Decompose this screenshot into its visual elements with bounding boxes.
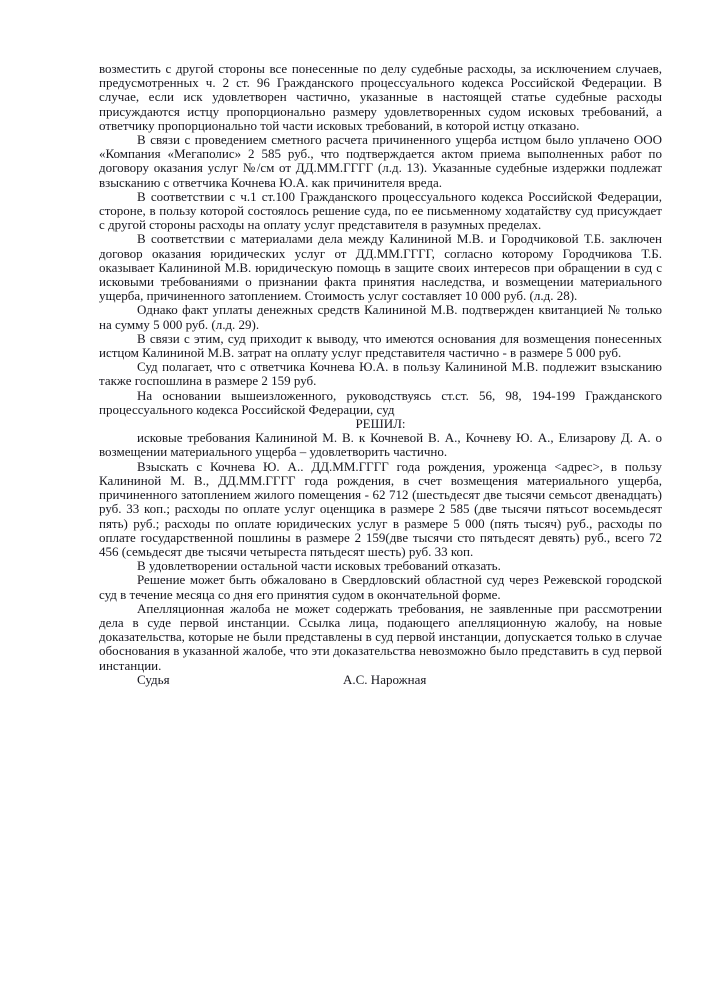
paragraph-legal-services-contract: В соответствии с материалами дела между Калининой М.В. и Городчиковой Т.Б. заключен договор оказания юридических услуг от ДД.ММ.ГГГГ, согласно которому Городчикова Т.Б. оказывает Калининой М.В. юридическую помощь в защите своих интересов при обращении в суд с исковыми требованиями о признании факта принятия наследства, и возмещении материального ущерба, причиненного затоплением. Стоимость услуг составляет 10 000 руб. (л.д. 28).	[99, 231, 662, 304]
paragraph-state-duty: Суд полагает, что с ответчика Кочнева Ю.А. в пользу Калининой М.В. подлежит взысканию также госпошлина в размере 2 159 руб.	[99, 359, 662, 389]
paragraph-legal-basis: На основании вышеизложенного, руководствуясь ст.ст. 56, 98, 194-199 Гражданского процессуального кодекса Российской Федерации, суд	[99, 387, 662, 417]
paragraph-recovery-amounts: Взыскать с Кочнева Ю. А.. ДД.ММ.ГГГГ года рождения, уроженца <адрес>, в пользу Калининой М. В., ДД.ММ.ГГГГ года рождения, в счет возмещения материального ущерба, причиненного затоплением жилого помещения - 62 712 (шестьдесят две тысячи семьсот двенадцать) руб. 33 коп.; расходы по оплате услуг оценщика в размере 2 585 (две тысячи пятьсот восемьдесят пять) руб.; расходы по оплате юридических услуг в размере 5 000 (пять тысяч) руб., расходы по оплате государственной пошлины в размере 2 159(две тысячи сто пятьдесят девять) руб., всего 72 456 (семьдесят две тысячи четыреста пятьдесят шесть) руб. 33 коп.	[99, 458, 662, 559]
judge-label: Судья	[137, 671, 170, 687]
paragraph-estimate-costs: В связи с проведением сметного расчета причиненного ущерба истцом было уплачено ООО «Компания «Мегаполис» 2 585 руб., что подтверждается актом приема выполненных работ по договору оказания услуг №/см от ДД.ММ.ГГГГ (л.д. 13). Указанные судебные издержки подлежат взысканию с ответчика Кочнева Ю.А. как причинителя вреда.	[99, 132, 662, 190]
paragraph-claims-partially-satisfied: исковые требования Калининой М. В. к Кочневой В. А., Кочневу Ю. А., Елизарову Д. А. о возмещении материального ущерба – удовлетворить частично.	[99, 430, 662, 460]
paragraph-costs-allocation-rule: возместить с другой стороны все понесенные по делу судебные расходы, за исключением случаев, предусмотренных ч. 2 ст. 96 Гражданского процессуального кодекса Российской Федерации. В случае, если иск удовлетворен частично, указанные в настоящей статье судебные расходы присуждаются истцу пропорционально размеру удовлетворенных судом исковых требований, а ответчику пропорционально той части исковых требований, в которой истцу отказано.	[99, 61, 662, 133]
paragraph-remaining-claims-denied: В удовлетворении остальной части исковых требований отказать.	[137, 558, 501, 574]
paragraph-payment-receipt: Однако факт уплаты денежных средств Калининой М.В. подтвержден квитанцией № только на сумму 5 000 руб. (л.д. 29).	[99, 302, 662, 332]
paragraph-appeal-restrictions: Апелляционная жалоба не может содержать требования, не заявленные при рассмотрении дела в суде первой инстанции. Ссылка лица, подающего апелляционную жалобу, на новые доказательства, которые не были представлены в суд первой инстанции, допускается только в случае обоснования в указанной жалобе, что эти доказательства невозможно было представить в суд первой инстанции.	[99, 600, 662, 673]
court-decision-text	[99, 62, 662, 687]
paragraph-partial-reimbursement: В связи с этим, суд приходит к выводу, что имеются основания для возмещения понесенных истцом Калининой М.В. затрат на оплату услуг представителя частично - в размере 5 000 руб.	[99, 330, 662, 361]
paragraph-article-100: В соответствии с ч.1 ст.100 Гражданского процессуального кодекса Российской Федерации, стороне, в пользу которой состоялось решение суда, по ее письменному ходатайству суд присуждает с другой стороны расходы на оплату услуг представителя в разумных пределах.	[99, 188, 662, 233]
judge-name: А.С. Нарожная	[343, 671, 427, 687]
paragraph-appeal-rights: Решение может быть обжаловано в Свердловский областной суд через Режевской городской суд в течение месяца со дня его принятия судом в окончательной форме.	[99, 572, 662, 602]
resolution-heading: РЕШИЛ:	[355, 416, 406, 432]
signature-line	[99, 673, 662, 687]
